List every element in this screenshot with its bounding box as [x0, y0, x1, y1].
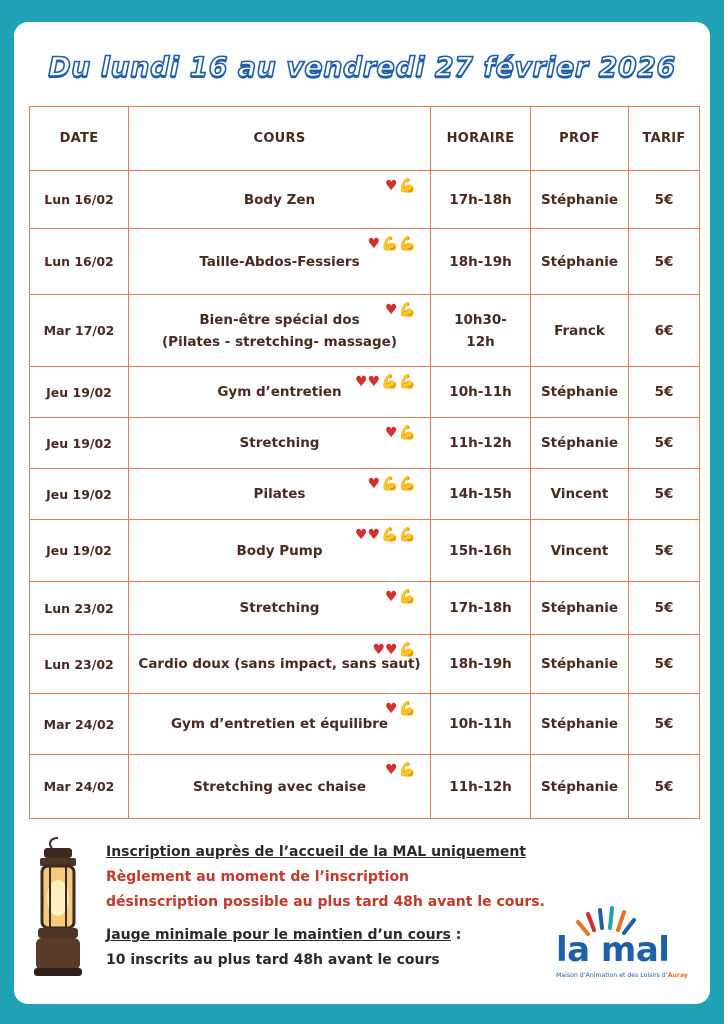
time-start: 10h30-	[454, 311, 507, 328]
table-row	[30, 367, 700, 418]
course-name: Stretching	[239, 600, 320, 616]
cell-date: Lun 23/02	[30, 582, 129, 635]
heart-icon: ♥	[385, 762, 398, 778]
course-name: Pilates	[253, 486, 306, 502]
logo-wordmark: la mal	[556, 930, 670, 970]
table-row	[30, 520, 700, 582]
cell-prof: Stéphanie	[531, 229, 629, 295]
course-name: Cardio doux (sans impact, sans saut)	[138, 656, 421, 672]
cell-course	[129, 520, 431, 582]
minimum-gauge-note	[106, 923, 576, 948]
muscle-icon: 💪	[398, 302, 416, 318]
table-row	[30, 582, 700, 635]
cell-time	[431, 694, 531, 755]
cell-price: 5€	[629, 520, 700, 582]
cell-price: 5€	[629, 418, 700, 469]
intensity-marks	[385, 179, 416, 193]
time-start: 10h-11h	[449, 716, 512, 732]
logo-subtitle-text: Maison d’Animation et des Loisirs d’	[556, 972, 668, 979]
heart-icon: ♥	[385, 701, 398, 717]
cell-date: Mar 24/02	[30, 755, 129, 819]
cell-prof: Stéphanie	[531, 755, 629, 819]
time-end: 12h	[466, 333, 495, 350]
cell-date: Jeu 19/02	[30, 367, 129, 418]
cell-time	[431, 635, 531, 694]
muscle-icon: 💪	[398, 178, 416, 194]
course-name: Body Zen	[243, 191, 316, 208]
intensity-marks	[385, 303, 416, 317]
intensity-marks	[355, 375, 416, 389]
heart-icon: ♥	[385, 302, 398, 318]
time-start: 17h-18h	[449, 191, 512, 208]
muscle-icon: 💪💪	[381, 374, 416, 390]
cell-course	[129, 635, 431, 694]
cell-date: Lun 16/02	[30, 229, 129, 295]
heart-icon: ♥	[385, 178, 398, 194]
page-title: Du lundi 16 au vendredi 27 février 2026	[48, 52, 676, 83]
cell-course	[129, 755, 431, 819]
muscle-icon: 💪💪	[381, 476, 416, 492]
col-header-prof: PROF	[531, 107, 629, 171]
cell-time	[431, 229, 531, 295]
intensity-marks	[372, 643, 416, 657]
muscle-icon: 💪	[398, 701, 416, 717]
time-start: 17h-18h	[449, 600, 512, 616]
course-name: Body Pump	[236, 542, 323, 559]
cell-time	[431, 367, 531, 418]
muscle-icon: 💪	[398, 589, 416, 605]
cell-course	[129, 694, 431, 755]
table-row	[30, 418, 700, 469]
col-header-cours: COURS	[129, 107, 431, 171]
cancellation-note: désinscription possible au plus tard 48h avant le cours.	[106, 894, 545, 910]
time-start: 11h-12h	[449, 778, 512, 795]
cell-time	[431, 295, 531, 367]
course-name-detail: (Pilates - stretching- massage)	[162, 333, 397, 350]
cell-prof: Vincent	[531, 520, 629, 582]
schedule-table	[29, 106, 700, 819]
cell-price: 5€	[629, 755, 700, 819]
minimum-gauge-value: 10 inscrits au plus tard 48h avant le cours	[106, 952, 440, 968]
cell-price: 5€	[629, 582, 700, 635]
cell-prof: Stéphanie	[531, 171, 629, 229]
intensity-marks	[368, 477, 416, 491]
time-start: 15h-16h	[449, 542, 512, 559]
intensity-marks	[385, 763, 416, 777]
muscle-icon: 💪	[398, 425, 416, 441]
minimum-gauge-label: Jauge minimale pour le maintien d’un cours	[106, 927, 451, 943]
cell-course	[129, 418, 431, 469]
cell-date: Jeu 19/02	[30, 520, 129, 582]
header-row	[30, 107, 700, 171]
info-block	[106, 840, 576, 973]
heart-icon: ♥	[367, 476, 381, 492]
heart-icon: ♥	[367, 236, 381, 252]
cell-prof: Stéphanie	[531, 582, 629, 635]
cell-time	[431, 520, 531, 582]
payment-note: Règlement au moment de l’inscription	[106, 869, 410, 885]
muscle-icon: 💪	[398, 642, 416, 658]
minimum-gauge-suffix: :	[450, 927, 462, 943]
cell-time	[431, 755, 531, 819]
cell-prof: Stéphanie	[531, 635, 629, 694]
intensity-marks	[385, 702, 416, 716]
cell-price: 5€	[629, 635, 700, 694]
cell-price: 5€	[629, 367, 700, 418]
col-header-tarif: TARIF	[629, 107, 700, 171]
cell-prof: Stéphanie	[531, 694, 629, 755]
course-name: Bien-être spécial dos	[199, 311, 360, 328]
cell-course	[129, 229, 431, 295]
cell-course	[129, 171, 431, 229]
cell-price: 5€	[629, 469, 700, 520]
course-name: Taille-Abdos-Fessiers	[199, 253, 360, 270]
table-row	[30, 694, 700, 755]
heart-icon: ♥	[385, 425, 398, 441]
intensity-marks	[385, 590, 416, 604]
course-name: Stretching	[239, 435, 320, 451]
heart-icon: ♥♥	[355, 374, 381, 390]
cell-time	[431, 171, 531, 229]
lantern-icon	[30, 836, 86, 978]
heart-icon: ♥♥	[355, 527, 381, 543]
cell-prof: Vincent	[531, 469, 629, 520]
cell-price: 5€	[629, 694, 700, 755]
heart-icon: ♥	[385, 589, 398, 605]
logo-subtitle-accent: Auray	[667, 972, 688, 979]
course-name: Stretching avec chaise	[193, 778, 366, 795]
table-row	[30, 171, 700, 229]
intensity-marks	[385, 426, 416, 440]
table-row	[30, 469, 700, 520]
la-mal-logo	[548, 900, 688, 990]
cell-date: Lun 16/02	[30, 171, 129, 229]
cell-course	[129, 582, 431, 635]
cell-price: 5€	[629, 229, 700, 295]
heart-icon: ♥♥	[372, 642, 398, 658]
muscle-icon: 💪💪	[381, 236, 416, 252]
muscle-icon: 💪💪	[381, 527, 416, 543]
col-header-date: DATE	[30, 107, 129, 171]
cell-time	[431, 469, 531, 520]
cell-date: Jeu 19/02	[30, 418, 129, 469]
cell-course	[129, 295, 431, 367]
cell-prof: Stéphanie	[531, 418, 629, 469]
cell-course	[129, 367, 431, 418]
intensity-marks	[355, 528, 416, 542]
cell-date: Mar 17/02	[30, 295, 129, 367]
table-row	[30, 755, 700, 819]
time-start: 11h-12h	[449, 435, 512, 451]
muscle-icon: 💪	[398, 762, 416, 778]
time-start: 18h-19h	[449, 656, 512, 672]
cell-date: Mar 24/02	[30, 694, 129, 755]
cell-prof: Franck	[531, 295, 629, 367]
cell-price: 5€	[629, 171, 700, 229]
cell-price: 6€	[629, 295, 700, 367]
logo-subtitle	[556, 972, 688, 979]
col-header-horaire: HORAIRE	[431, 107, 531, 171]
time-start: 18h-19h	[449, 253, 512, 270]
course-name: Gym d’entretien et équilibre	[170, 716, 389, 732]
cell-course	[129, 469, 431, 520]
table-row	[30, 295, 700, 367]
cell-time	[431, 418, 531, 469]
registration-note: Inscription auprès de l’accueil de la MAL uniquement	[106, 844, 527, 860]
time-start: 10h-11h	[449, 384, 512, 400]
course-name: Gym d’entretien	[217, 384, 342, 400]
cell-prof: Stéphanie	[531, 367, 629, 418]
cell-date: Lun 23/02	[30, 635, 129, 694]
table-row	[30, 229, 700, 295]
time-start: 14h-15h	[449, 486, 512, 502]
table-row	[30, 635, 700, 694]
cell-time	[431, 582, 531, 635]
intensity-marks	[368, 237, 416, 251]
cell-date: Jeu 19/02	[30, 469, 129, 520]
